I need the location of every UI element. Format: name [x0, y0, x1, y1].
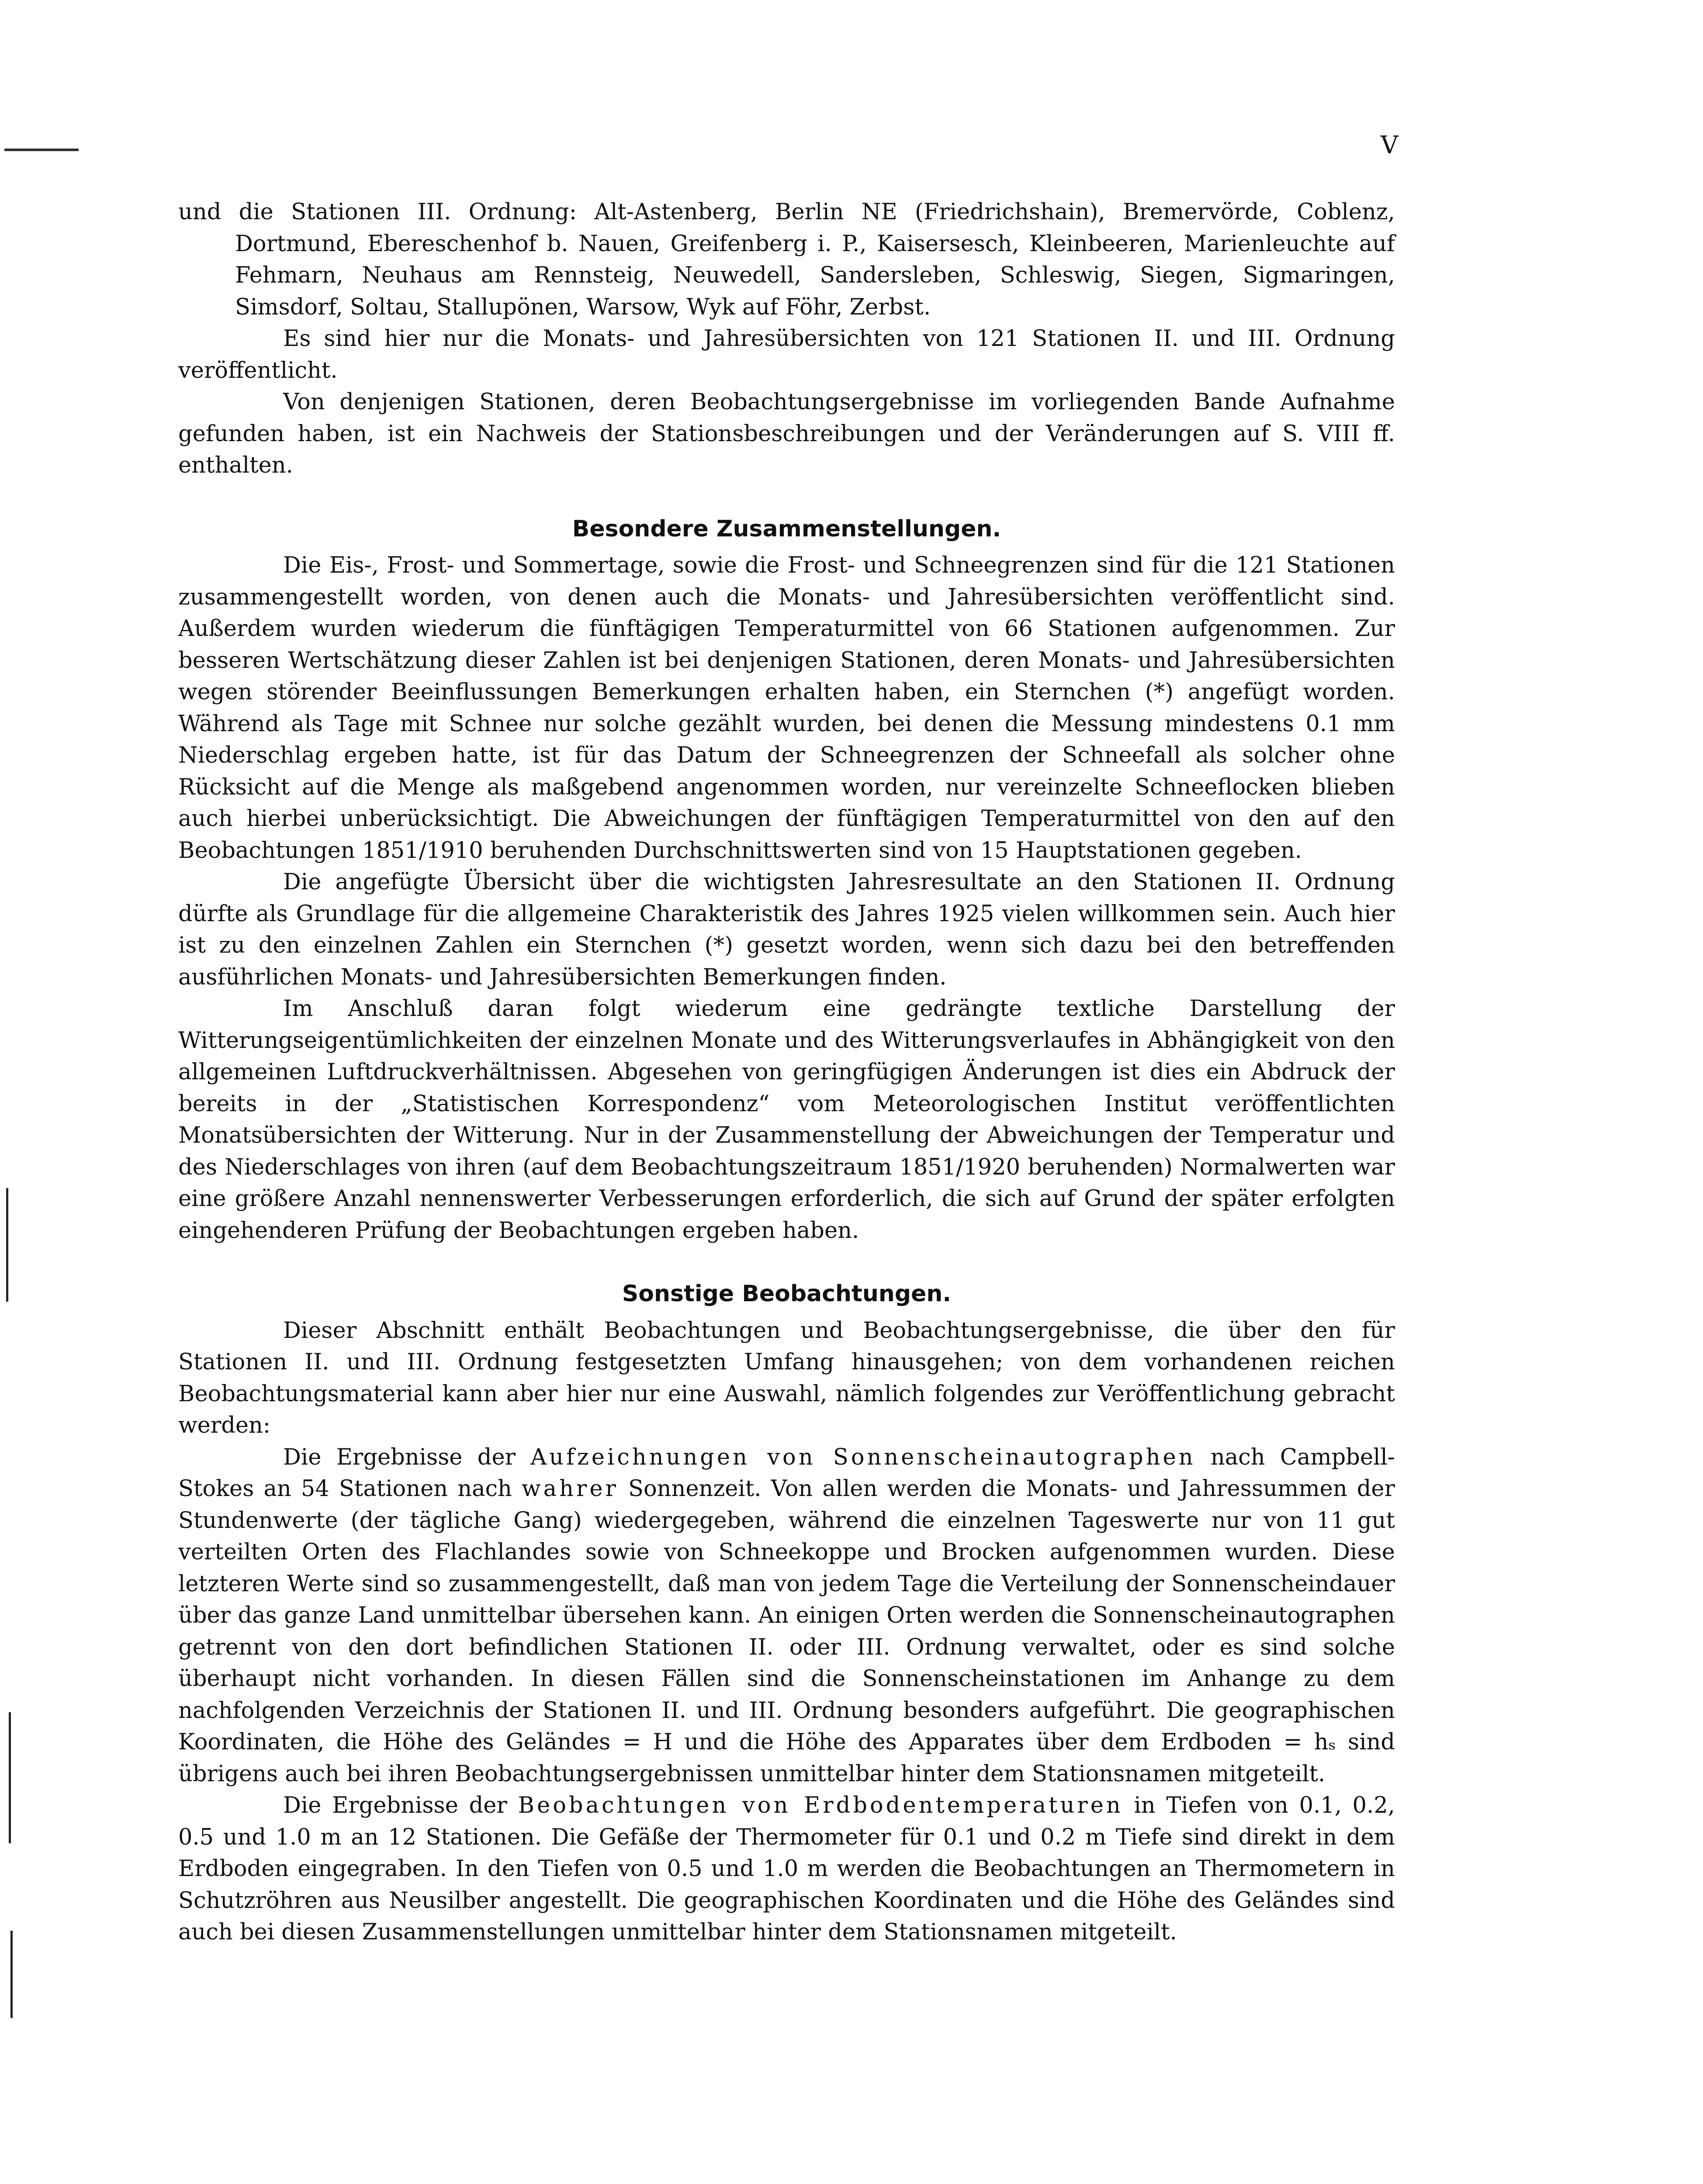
sunshine-lead: Die Ergebnisse der: [283, 1444, 531, 1470]
section-heading-sonstige: Sonstige Beobachtungen.: [622, 1281, 952, 1307]
soil-emphasis: Beobachtungen von Erdbodentemperaturen: [518, 1793, 1123, 1818]
section1-paragraph-3: Im Anschluß daran folgt wiederum eine gedrängte textliche Darstellung der Witterungseigentümlichkeiten der einzelnen Monate und des Witterungsverlaufes in Abhängigkeit von den allgemeinen Luftdruckverhältnissen. Abgesehen von geringfügigen Änderungen ist dies ein Abdruck der bereits in der „Statistischen Korrespondenz“ vom Meteorologischen Institut veröffentlichten Monatsübersichten der Witterung. Nur in der Zusammenstellung der Abweichungen der Temperatur und des Niederschlages von ihren (auf dem Beobachtungszeitraum 1851/1920 beruhenden) Normalwerten war eine größere Anzahl nennenswerter Verbesserungen erforderlich, die sich auf Grund der später erfolgten eingehenderen Prüfung der Beobachtungen ergeben haben.: [178, 996, 1395, 1244]
soil-lead: Die Ergebnisse der: [283, 1793, 518, 1818]
sunshine-emphasis: Aufzeichnungen von Sonnenscheinautographen: [530, 1444, 1196, 1470]
scan-mark: [4, 149, 79, 177]
sunshine-emphasis-true: wahrer: [522, 1476, 619, 1502]
scan-edge-line: [9, 1712, 11, 1843]
sunshine-rest: Sonnenzeit. Von allen werden die Monats- und Jahressummen der Stundenwerte (der tägliche Gang) wiedergegeben, während die einzelnen Tageswerte nur von 11 gut verteilten Orten des Flachlandes sowie von Schneekoppe und Brocken aufgenommen wurden. Diese letzteren Werte sind so zusammengestellt, daß man von jedem Tage die Verteilung der Sonnenscheindauer über das ganze Land unmittelbar übersehen kann. An einigen Orten werden die Sonnenscheinautographen getrennt von den dort befindlichen Stationen II. oder III. Ordnung verwaltet, oder es sind solche überhaupt nicht vorhanden. In diesen Fällen sind die Sonnenscheinstationen im Anhange zu dem nachfolgenden Verzeichnis der Stationen II. und III. Ordnung besonders aufgeführt. Die geographischen Koordinaten, die Höhe des Geländes = H und die Höhe des Apparates über dem Erdboden = hₛ sind übrigens auch bei ihren Beobachtungsergebnissen unmittelbar hinter dem Stationsnamen mitgeteilt.: [178, 1476, 1395, 1787]
scan-edge-line: [10, 1931, 13, 2018]
scan-edge-line: [6, 1188, 8, 1302]
section1-paragraph-2: Die angefügte Übersicht über die wichtigsten Jahresresultate an den Stationen II. Ordnung dürfte als Grundlage für die allgemeine Charakteristik des Jahres 1925 vielen willkommen sein. Auch hier ist zu den einzelnen Zahlen ein Sternchen (*) gesetzt worden, wenn sich dazu bei den betreffenden ausführlichen Monats- und Jahresübersichten Bemerkungen finden.: [178, 869, 1395, 990]
section1-paragraph-1: Die Eis-, Frost- und Sommertage, sowie die Frost- und Schneegrenzen sind für die 121 Stationen zusammengestellt worden, von denen auch die Monats- und Jahresübersichten veröffentlicht sind. Außerdem wurden wiederum die fünftägigen Temperaturmittel von 66 Stationen aufgenommen. Zur besseren Wertschätzung dieser Zahlen ist bei denjenigen Stationen, deren Monats- und Jahresübersichten wegen störender Beeinflussungen Bemerkungen erhalten haben, ein Sternchen (*) angefügt worden. Während als Tage mit Schnee nur solche gezählt wurden, bei denen die Messung mindestens 0.1 mm Niederschlag ergeben hatte, ist für das Datum der Schneegrenzen der Schneefall als solcher ohne Rücksicht auf die Menge als maßgebend angenommen worden, nur vereinzelte Schneeflocken blieben auch hierbei unberücksichtigt. Die Abweichungen der fünftägigen Temperaturmittel von den auf den Beobachtungen 1851/1910 beruhenden Durchschnittswerten sind von 15 Hauptstationen gegeben.: [178, 553, 1395, 864]
document-body: [178, 197, 1395, 1949]
intro-paragraph-stations: und die Stationen III. Ordnung: Alt-Astenberg, Berlin NE (Friedrichshain), Bremervörde, Coblenz, Dortmund, Ebereschenhof b. Nauen, Greifenberg i. P., Kaisersesch, Kleinbeeren, Marienleuchte auf Fehmarn, Neuhaus am Rennsteig, Neuwedell, Sandersleben, Schleswig, Siegen, Sigmaringen, Simsdorf, Soltau, Stallupönen, Warsow, Wyk auf Föhr, Zerbst.: [178, 199, 1395, 320]
page-number: V: [1381, 131, 1398, 159]
section2-paragraph-1: Dieser Abschnitt enthält Beobachtungen und Beobachtungsergebnisse, die über den für Stationen II. und III. Ordnung festgesetzten Umfang hinausgehen; von dem vorhandenen reichen Beobachtungsmaterial kann aber hier nur eine Auswahl, nämlich folgendes zur Veröffentlichung gebracht werden:: [178, 1317, 1395, 1438]
soil-rest: in Tiefen von 0.1, 0.2, 0.5 und 1.0 m an 12 Stationen. Die Gefäße der Thermometer für 0.1 und 0.2 m Tiefe sind direkt in dem Erdboden eingegraben. In den Tiefen von 0.5 und 1.0 m werden die Beobachtungen an Thermometern in Schutzröhren aus Neusilber angestellt. Die geographischen Koordinaten und die Höhe des Geländes sind auch bei diesen Zusammenstellungen unmittelbar hinter dem Stationsnamen mitgeteilt.: [178, 1793, 1395, 1945]
section-heading-besondere: Besondere Zusammenstellungen.: [572, 515, 1001, 542]
intro-paragraph-publication: Es sind hier nur die Monats- und Jahresübersichten von 121 Stationen II. und III. Ordnung veröffentlicht.: [178, 326, 1395, 384]
section2-paragraph-sunshine: [178, 1442, 1395, 1790]
sunshine-mid: nach Campbell-Stokes an 54 Stationen nach: [178, 1444, 1395, 1502]
intro-paragraph-station-descriptions: Von denjenigen Stationen, deren Beobachtungsergebnisse im vorliegenden Bande Aufnahme gefunden haben, ist ein Nachweis der Stationsbeschreibungen und der Veränderungen auf S. VIII ff. enthalten.: [178, 389, 1395, 478]
section2-paragraph-soil: [178, 1790, 1395, 1949]
